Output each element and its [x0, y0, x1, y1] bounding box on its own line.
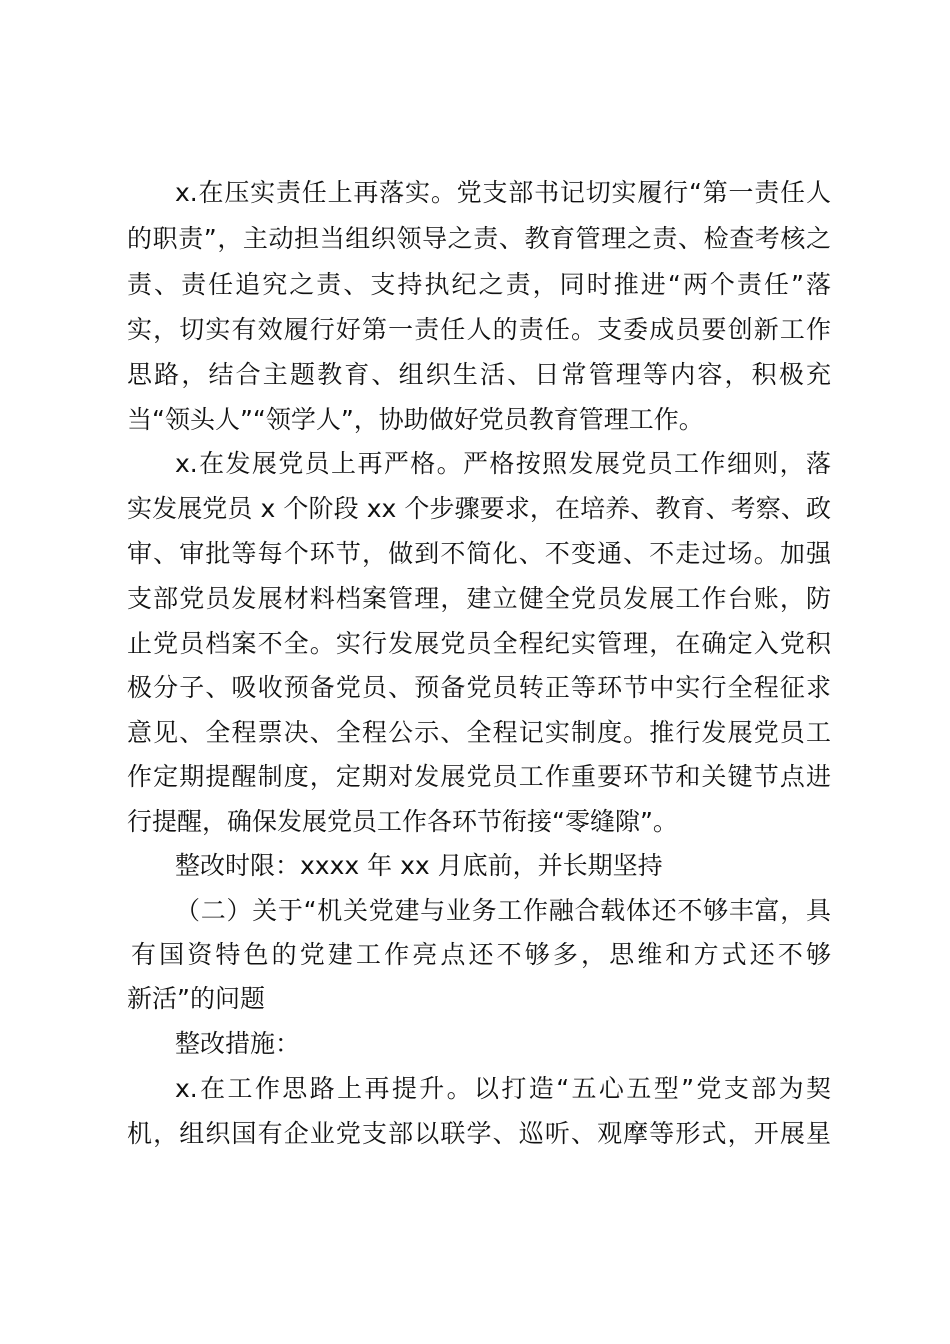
section-heading-line: 新活”的问题: [127, 984, 265, 1013]
paragraph-line: 的职责”，主动担当组织领导之责、教育管理之责、检查考核之: [127, 224, 831, 253]
paragraph-line: x.在工作思路上再提升。以打造“五心五型”党支部为契: [175, 1074, 831, 1103]
deadline-line: 整改时限：xxxx 年 xx 月底前，并长期坚持: [175, 851, 663, 880]
paragraph-line: 思路，结合主题教育、组织生活、日常管理等内容，积极充: [127, 360, 831, 389]
paragraph-line: 止党员档案不全。实行发展党员全程纪实管理，在确定入党积: [127, 629, 831, 658]
paragraph-line: 支部党员发展材料档案管理，建立健全党员发展工作台账，防: [127, 584, 831, 613]
paragraph-line: 意见、全程票决、全程公示、全程记实制度。推行发展党员工: [127, 718, 831, 747]
paragraph-line: 实发展党员 x 个阶段 xx 个步骤要求，在培养、教育、考察、政: [127, 494, 831, 523]
paragraph-line: 机，组织国有企业党支部以联学、巡听、观摩等形式，开展星: [127, 1119, 831, 1148]
paragraph-line: 审、审批等每个环节，做到不简化、不变通、不走过场。加强: [127, 539, 831, 568]
section-heading-line: （二）关于“机关党建与业务工作融合载体还不够丰富，具: [175, 896, 831, 925]
paragraph-line: 行提醒，确保发展党员工作各环节衔接“零缝隙”。: [127, 807, 678, 836]
paragraph-line: x.在压实责任上再落实。党支部书记切实履行“第一责任人: [175, 178, 831, 207]
paragraph-line: 作定期提醒制度，定期对发展党员工作重要环节和关键节点进: [127, 762, 831, 791]
paragraph-line: x.在发展党员上再严格。严格按照发展党员工作细则，落: [175, 449, 831, 478]
section-heading-line: 有国资特色的党建工作亮点还不够多，思维和方式还不够: [131, 940, 831, 969]
measures-label: 整改措施：: [175, 1029, 301, 1058]
paragraph-line: 实，切实有效履行好第一责任人的责任。支委成员要创新工作: [127, 315, 831, 344]
paragraph-line: 当“领头人”“领学人”，协助做好党员教育管理工作。: [127, 405, 704, 434]
paragraph-line: 极分子、吸收预备党员、预备党员转正等环节中实行全程征求: [127, 673, 831, 702]
paragraph-line: 责、责任追究之责、支持执纪之责，同时推进“两个责任”落: [127, 270, 831, 299]
